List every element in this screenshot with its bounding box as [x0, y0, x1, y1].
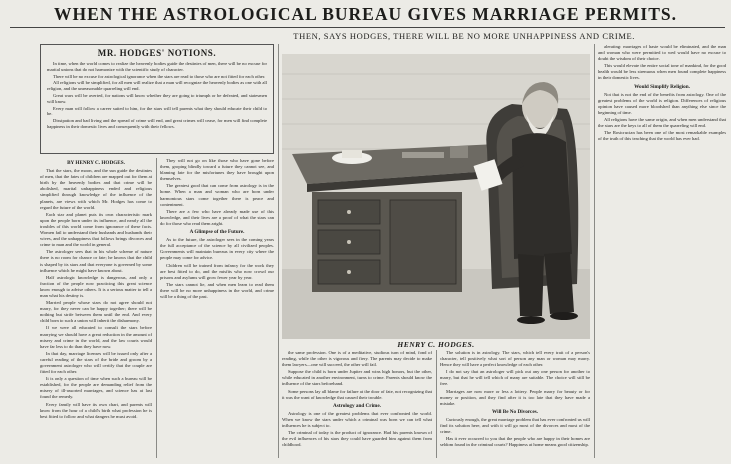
column-divider — [594, 44, 595, 458]
notion-paragraph: Great wars will be averted, for nations will know whether they are going to triumph or be defeated, and statesmen will know. — [47, 92, 267, 104]
column-divider — [436, 350, 437, 458]
article-paragraph: Suppose the child is born under Jupiter and wins high honors, but the other, while educated in another environment, turns to crime. Parents should know the influence of the stars beforehand. — [282, 369, 432, 387]
article-paragraph: The stars cannot lie, and when men learn to read them there will be no more unhappiness in the world, and crime will be a thing of the past. — [160, 281, 274, 299]
illustration-caption: HENRY C. HODGES. — [397, 340, 475, 349]
column-divider — [278, 44, 279, 458]
article-paragraph: Every family will have its own chart, and parents will know from the hour of a child's birth what profession he is best fitted to follow and what dangers he must avoid. — [40, 401, 152, 419]
article-paragraph: Not that is not the end of the benefits from astrology. One of the greatest problems of the world is religion. Differences of religious opinion have caused more bloodshed than anything else since the beginning of time. — [598, 91, 726, 115]
article-paragraph: Children will be trained from infancy for the work they are best fitted to do, and the misfits who now crowd our prisons and asylums will grow fewer year by year. — [160, 262, 274, 280]
article-paragraph: Curiously enough, the great marriage problem that has ever confronted us will find its solution here, and with it will go most of the divorces and most of the crime. — [440, 416, 590, 435]
byline: BY HENRY C. HODGES. — [67, 160, 125, 166]
section-heading: A Glimpse of the Future. — [189, 229, 245, 236]
hodges-at-desk-illustration — [282, 54, 590, 339]
notions-body — [47, 61, 267, 130]
article-paragraph: There are a few who have already made use of this knowledge, and their lives are a proof of what the stars can do for those who read them aright. — [160, 208, 274, 226]
article-paragraph: The criminal of today is the product of ignorance. Had his parents known of the evil influences of his stars they could have guarded him against them from childhood. — [282, 430, 432, 448]
article-paragraph: They will not go on like those who have gone before them, groping blindly toward a future they cannot see, and blaming fate for the misfortunes they have brought upon themselves. — [160, 158, 274, 182]
article-paragraph: The greatest good that can come from astrology is in the home. When a man and woman who are born under harmonious stars come together there is peace and contentment. — [160, 183, 274, 207]
section-heading: Will Be No Divorces. — [492, 408, 538, 415]
notion-paragraph: Every man will follow a career suited to him, for the stars will tell parents what they should educate their child to be. — [47, 105, 267, 117]
section-heading: Astrology and Crime. — [333, 402, 381, 409]
headline-rule — [10, 27, 725, 28]
article-paragraph: That the stars, the moon, and the sun guide the destinies of men, that the fates of children are mapped out for them at birth by the heavenly bodies and that crime will be abolished, marital unhappiness ended and religious simplified through knowledge of the influence of the planets, are views with which Mr. Hodges has come to regard the future of the world. — [40, 168, 152, 210]
article-paragraph: The astrologer sees that in his whole scheme of nature there is no room for chance or fate; he knows that the child is shaped by its stars and that everyone is governed by some influence which he might have known about. — [40, 249, 152, 273]
article-paragraph: Astrology is one of the greatest problems that ever confronted the world. When we know the stars under which a criminal was born we can tell what influences he is subject to. — [282, 410, 432, 429]
notion-paragraph: There will be no excuse for astrological ignorance when the stars are read to those who are not fitted for each other. — [53, 73, 266, 79]
article-paragraph: All religions have the same origin, and when men understand that the stars are the keys to all of them the quarreling will end. — [598, 117, 726, 129]
notion-paragraph: All religions will be simplified, for all men will realize that a man will recognize the heavenly bodies as one with all religion, and the unreasonable quarreling will end. — [47, 80, 267, 92]
article-column-2 — [160, 158, 274, 458]
article-column-3 — [282, 350, 432, 458]
article-paragraph: The solution is in astrology. The stars, which tell every trait of a person's character, tell positively what sort of person any man or woman may marry. Hence they will have a perfect knowledge of each other. — [440, 350, 590, 368]
article-paragraph: I do not say that an astrologer will pick out any one person for another to marry, but that he will tell which of many are suitable. The choice will still be free. — [440, 369, 590, 387]
article-paragraph: In that day, marriage licenses will be issued only after a careful reading of the stars of the bride and groom by a government astrologer who will certify that the couple are fitted for each other. — [40, 350, 152, 375]
portrait-illustration — [282, 54, 590, 339]
article-paragraph: the same profession. One is of a meditative, studious turn of mind, fond of reading, while the other is vigorous and fiery. The parents may decide to make them lawyers—one will succeed, the other will fail. — [282, 350, 432, 368]
article-paragraph: alerating: marriages of haste would be eliminated, and the man and woman who were permitted to wed would have no excuse to doubt the wisdom of their choice. — [598, 44, 726, 62]
article-paragraph: Has it ever occurred to you that the people who are happy in their homes are seldom found in the criminal courts? Happiness at home means good citizenship. — [440, 436, 590, 448]
article-paragraph: This would elevate the entire social tone of mankind, for the good health would be less strenuous when men found complete happiness in their domestic lives. — [598, 63, 726, 81]
article-paragraph: The Rosicrucian has been one of the most remarkable examples of the truth of this teaching that the world has ever had. — [598, 130, 726, 142]
notion-paragraph: Dissipation and bad living and the spread of crime will end, and great crimes will cease, for men will find complete happiness in their domestic lives and consequently with their fellows. — [47, 118, 267, 129]
notions-title: MR. HODGES' NOTIONS. — [97, 48, 217, 58]
column-divider — [156, 158, 157, 458]
article-paragraph: It is only a question of time when such a bureau will be established, for the people are demanding relief from the misery of ill-assorted marriages, and science has at last found the remedy. — [40, 376, 152, 400]
article-paragraph: Half astrologic knowledge is dangerous, and only a fraction of the people now practicing this great science know enough to advise others. It is a serious matter to tell a man what his destiny is. — [40, 274, 152, 298]
article-paragraph: Marriages are now more or less a lottery. People marry for beauty or for money or position, and they find after it is too late that they have made a mistake. — [440, 388, 590, 406]
article-column-5 — [598, 44, 726, 458]
subheadline: THEN, SAYS HODGES, THERE WILL BE NO MORE UNHAPPINESS AND CRIME. — [293, 31, 635, 41]
article-paragraph: As to the future, the astrologer sees in the coming years the full acceptance of the science by all civilized peoples. Governments will maintain bureaus in every city where the people may come for advice. — [160, 237, 274, 261]
notion-paragraph: In time, when the world comes to realize the heavenly bodies guide the destinies of men, there will be no excuse for marital unions that do not harmonize with the scientific study of character. — [47, 61, 267, 72]
article-column-4 — [440, 350, 590, 458]
article-paragraph: If we were all educated to consult the stars before marrying we should have a great reduction in the amount of misery and crime in the world, and the law courts would have far less to do than they have now. — [40, 325, 152, 349]
article-paragraph: Each star and planet puts its own characteristic mark upon the people born under its influence, and nearly all the troubles of this world come from ignorance of these facts. Women fail to understand their husbands and husbands their wives, and the unhappiness that follows brings divorces and crime to man and the world in general. — [40, 211, 152, 248]
headline: WHEN THE ASTROLOGICAL BUREAU GIVES MARRIAGE PERMITS. — [54, 4, 677, 24]
article-paragraph: Married people whose stars do not agree should not marry, for they never can be happy together; there will be nothing but strife between them until the end. And every child born to such a union will inherit the disharmony. — [40, 300, 152, 324]
notions-box — [40, 44, 274, 154]
article-paragraph: Some persons lay all blame for failure at the door of fate, not recognizing that it was the want of knowledge that caused their trouble. — [282, 388, 432, 400]
article-column-1 — [40, 158, 152, 458]
section-heading: Would Simplify Religion. — [634, 83, 690, 90]
